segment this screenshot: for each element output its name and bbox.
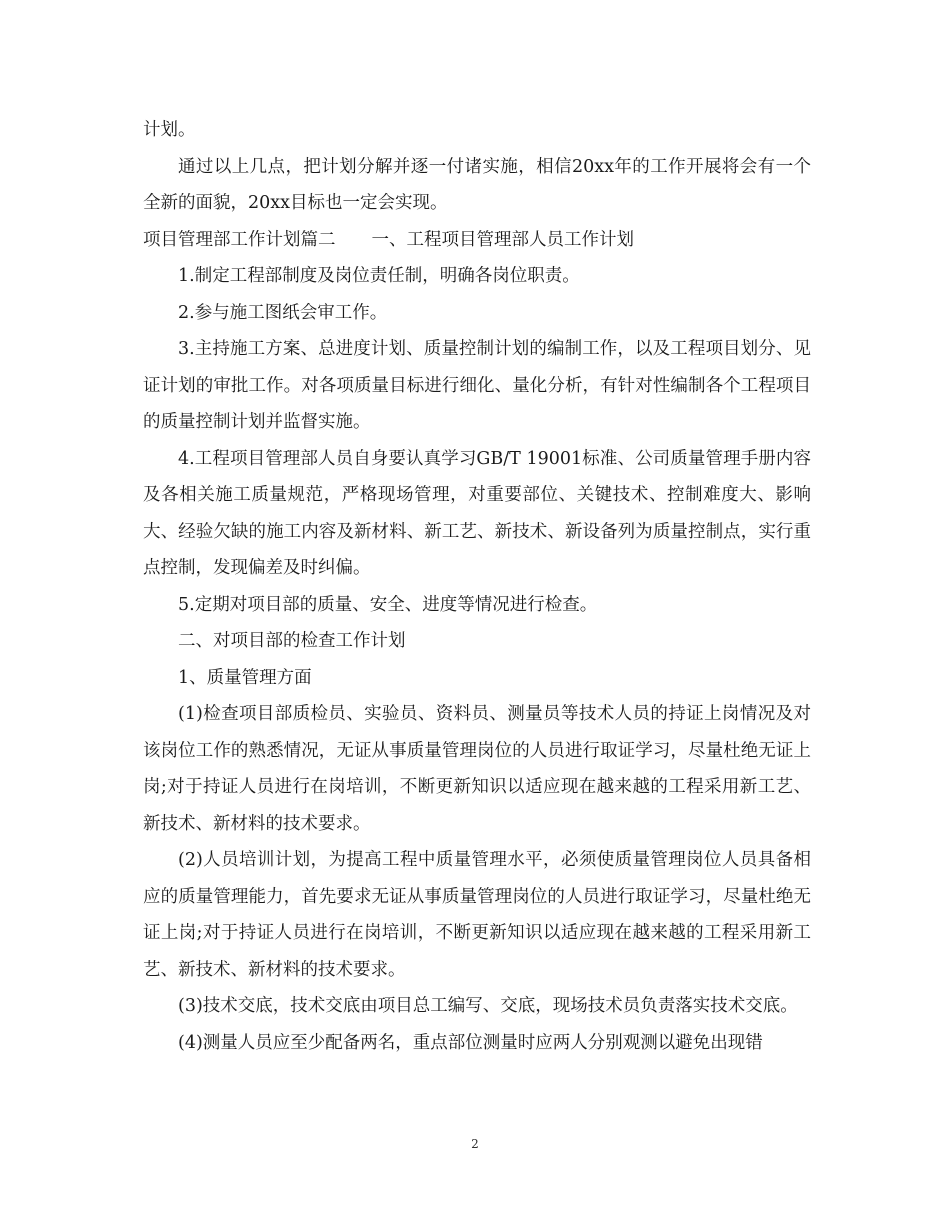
- section-title: 项目管理部工作计划篇二: [143, 229, 336, 250]
- section-heading: [143, 222, 811, 259]
- subsection-heading: 1、质量管理方面: [178, 667, 312, 688]
- paragraph: (4)测量人员应至少配备两名，重点部位测量时应两人分别观测以避免出现错: [178, 1032, 763, 1053]
- paragraph: 通过以上几点，把计划分解并逐一付诸实施，相信20xx年的工作开展将会有一个全新的面貌，20xx目标也一定会实现。: [143, 156, 811, 213]
- document-body: [143, 112, 811, 1061]
- paragraph: 1.制定工程部制度及岗位责任制，明确各岗位职责。: [178, 266, 580, 286]
- subsection-title: 一、工程项目管理部人员工作计划: [371, 229, 634, 250]
- page-number: 2: [471, 1137, 479, 1151]
- section-heading: 二、对项目部的检查工作计划: [178, 631, 406, 651]
- paragraph: 3.主持施工方案、总进度计划、质量控制计划的编制工作，以及工程项目划分、见证计划的审批工作。对各项质量目标进行细化、量化分析，有针对性编制各个工程项目的质量控制计划并监督实施。: [143, 339, 811, 432]
- paragraph: 2.参与施工图纸会审工作。: [178, 302, 388, 323]
- paragraph: (1)检查项目部质检员、实验员、资料员、测量员等技术人员的持证上岗情况及对该岗位工作的熟悉情况，无证从事质量管理岗位的人员进行取证学习，尽量杜绝无证上岗;对于持证人员进行在岗培训，不断更新知识以适应现在越来越的工程采用新工艺、新技术、新材料的技术要求。: [143, 704, 811, 834]
- paragraph: (2)人员培训计划，为提高工程中质量管理水平，必须使质量管理岗位人员具备相应的质量管理能力，首先要求无证从事质量管理岗位的人员进行取证学习，尽量杜绝无证上岗;对于持证人员进行在岗培训，不断更新知识以适应现在越来越的工程采用新工艺、新技术、新材料的技术要求。: [143, 850, 811, 980]
- paragraph: 计划。: [143, 120, 196, 140]
- paragraph: 4.工程项目管理部人员自身要认真学习GB/T 19001标准、公司质量管理手册内容及各相关施工质量规范，严格现场管理，对重要部位、关键技术、控制难度大、影响大、经验欠缺的施工内容及新材料、新工艺、新技术、新设备列为质量控制点，实行重点控制，发现偏差及时纠偏。: [143, 448, 811, 578]
- paragraph: (3)技术交底，技术交底由项目总工编写、交底，现场技术员负责落实技术交底。: [178, 996, 798, 1016]
- paragraph: 5.定期对项目部的质量、安全、进度等情况进行检查。: [178, 594, 598, 615]
